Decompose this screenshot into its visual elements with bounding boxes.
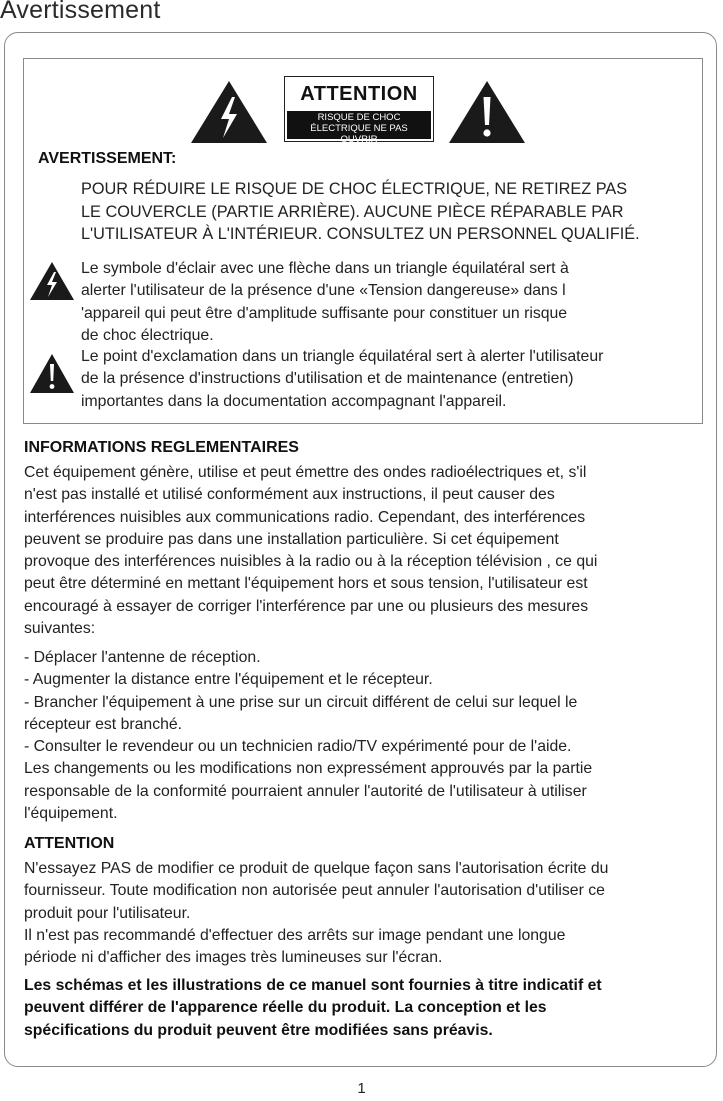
exclamation-description-line: importantes dans la documentation accompagnant l'appareil. [81, 392, 507, 410]
attention-text-line: produit pour l'utilisateur. [24, 904, 191, 922]
attention-label-title: ATTENTION [300, 83, 418, 105]
attention-label-subtitle-line: OUVRIR [340, 134, 378, 145]
page-number: 1 [357, 1080, 366, 1097]
attention-text-line: Il n'est pas recommandé d'effectuer des arrêts sur image pendant une longue [24, 926, 566, 944]
attention-label-subtitle-line: RISQUE DE CHOC [317, 112, 401, 123]
lightning-description-line: Le symbole d'éclair avec une flèche dans un triangle équilatéral sert à [81, 260, 569, 277]
small-exclamation-triangle-icon [29, 353, 75, 394]
lightning-description-line: 'appareil qui peut être d'amplitude suffisante pour constituer un risque [81, 304, 568, 322]
page-heading: Avertissement [0, 0, 161, 24]
disclaimer-text [24, 975, 704, 1042]
attention-label-subtitle [287, 111, 431, 145]
regulatory-intro-line: n'est pas installé et utilisé conformément aux instructions, il peut causer des [24, 486, 555, 504]
attention-label [284, 76, 434, 145]
disclaimer-line: peuvent différer de l'apparence réelle du produit. La conception et les [24, 999, 547, 1017]
exclamation-symbol-description [81, 346, 696, 413]
measure-line: - Consulter le revendeur ou un technicien radio/TV expérimenté pour de l'aide. [24, 738, 572, 756]
regulatory-intro-line: suivantes: [24, 620, 96, 638]
exclamation-description-line: de la présence d'instructions d'utilisation et de maintenance (entretien) [81, 370, 574, 388]
regulatory-intro-line: Cet équipement génère, utilise et peut émettre des ondes radioélectriques et, s'il [24, 464, 587, 481]
attention-label-subtitle-line: ÉLECTRIQUE NE PAS [310, 123, 408, 134]
measure-line: l'équipement. [24, 805, 118, 823]
regulatory-intro-line: peut être déterminé en mettant l'équipement hors et sous tension, l'utilisateur est [24, 575, 588, 593]
lightning-description-line: de choc électrique. [81, 326, 214, 344]
lightning-triangle-icon [190, 80, 268, 144]
regulatory-intro-line: peuvent se produire pas dans une installation particulière. Si cet équipement [24, 530, 559, 548]
regulatory-title: INFORMATIONS REGLEMENTAIRES [24, 439, 299, 456]
measure-line: - Déplacer l'antenne de réception. [24, 649, 261, 666]
measure-line: - Augmenter la distance entre l'équipement et le récepteur. [24, 671, 433, 689]
attention-text-line: N'essayez PAS de modifier ce produit de quelque façon sans l'autorisation écrite du [24, 860, 609, 877]
regulatory-intro-line: provoque des interférences nuisibles à la radio ou à la réception télévision , ce qui [24, 553, 598, 571]
regulatory-measures [24, 647, 704, 825]
regulatory-intro-line: encouragé à essayer de corriger l'interférence par une ou plusieurs des mesures [24, 597, 589, 615]
regulatory-intro [24, 462, 704, 640]
exclamation-triangle-icon [448, 80, 526, 144]
avertissement-text-line: L'UTILISATEUR À L'INTÉRIEUR. CONSULTEZ UN PERSONNEL QUALIFIÉ. [81, 225, 640, 243]
attention-text-line: fournisseur. Toute modification non autorisée peut annuler l'autorisation d'utiliser ce [24, 882, 605, 900]
avertissement-title: AVERTISSEMENT: [38, 150, 177, 167]
measure-line: Les changements ou les modifications non expressément approuvés par la partie [24, 760, 593, 778]
regulatory-intro-line: interférences nuisibles aux communications radio. Cependant, des interférences [24, 508, 586, 526]
measure-line: responsable de la conformité pourraient annuler l'autorité de l'utilisateur à utiliser [24, 782, 587, 800]
disclaimer-line: spécifications du produit peuvent être modifiées sans préavis. [24, 1021, 493, 1039]
lightning-symbol-description [81, 258, 696, 347]
avertissement-text-line: LE COUVERCLE (PARTIE ARRIÈRE). AUCUNE PIÈCE RÉPARABLE PAR [81, 202, 624, 221]
measure-line: - Brancher l'équipement à une prise sur un circuit différent de celui sur lequel le [24, 693, 578, 711]
measure-line: récepteur est branché. [24, 715, 183, 733]
avertissement-text [81, 178, 701, 246]
attention-title: ATTENTION [24, 835, 115, 852]
disclaimer-line: Les schémas et les illustrations de ce manuel sont fournies à titre indicatif et [24, 977, 602, 994]
avertissement-text-line: POUR RÉDUIRE LE RISQUE DE CHOC ÉLECTRIQUE, NE RETIREZ PAS [81, 180, 628, 198]
attention-text [24, 858, 704, 969]
attention-text-line: période ni d'afficher des images très lumineuses sur l'écran. [24, 949, 443, 967]
small-lightning-triangle-icon [29, 261, 75, 301]
exclamation-description-line: Le point d'exclamation dans un triangle équilatéral sert à alerter l'utilisateur [81, 348, 604, 365]
lightning-description-line: alerter l'utilisateur de la présence d'une «Tension dangereuse» dans l [81, 282, 566, 300]
